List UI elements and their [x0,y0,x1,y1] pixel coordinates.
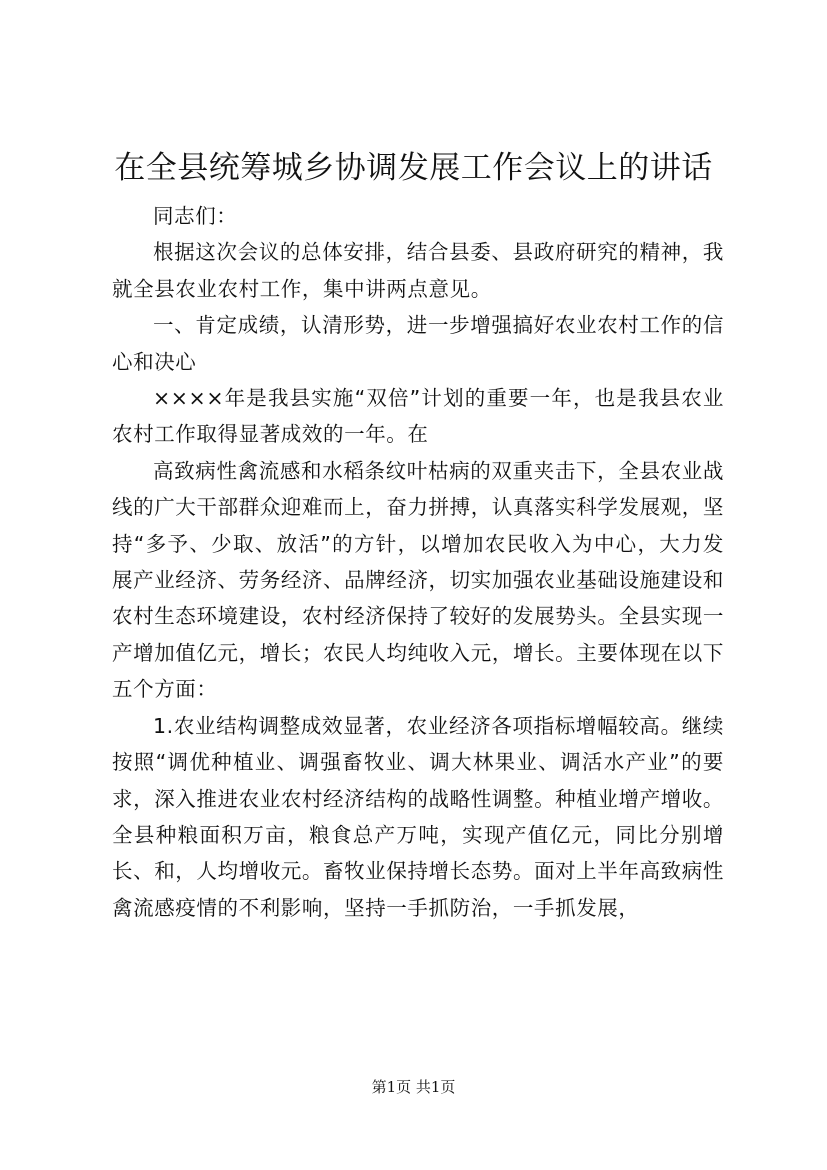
document-title: 在全县统筹城乡协调发展工作会议上的讲话 [114,150,713,186]
paragraph-year-summary: ××××年是我县实施“双倍”计划的重要一年，也是我县农业农村工作取得显著成效的一年。在 [112,386,724,447]
paragraph-intro: 根据这次会议的总体安排，结合县委、县政府研究的精神，我就全县农业农村工作，集中讲两点意见。 [112,240,724,301]
section-heading-1: 一、肯定成绩，认清形势，进一步增强搞好农业农村工作的信心和决心 [112,313,724,374]
paragraph-achievements: 高致病性禽流感和水稻条纹叶枯病的双重夹击下，全县农业战线的广大干部群众迎难而上，奋力拼搏，认真落实科学发展观，坚持“多予、少取、放活”的方针，以增加农民收入为中心，大力发展产业经济、劳务经济、品牌经济，切实加强农业基础设施建设和农村生态环境建设，农村经济保持了较好的发展势头。全县实现一产增加值亿元，增长；农民人均纯收入元，增长。主要体现在以下五个方面： [112,458,724,702]
paragraph-salutation: 同志们： [153,204,238,228]
paragraph-point-1: 1.农业结构调整成效显著，农业经济各项指标增幅较高。继续按照“调优种植业、调强畜牧业、调大林果业、调活水产业”的要求，深入推进农业农村经济结构的战略性调整。种植业增产增收。全县种粮面积万亩，粮食总产万吨，实现产值亿元，同比分别增长、和，人均增收元。畜牧业保持增长态势。面对上半年高致病性禽流感疫情的不利影响，坚持一手抓防治，一手抓发展， [112,713,724,920]
document-body [112,198,724,926]
page-number-footer: 第1页 共1页 [371,1078,456,1096]
